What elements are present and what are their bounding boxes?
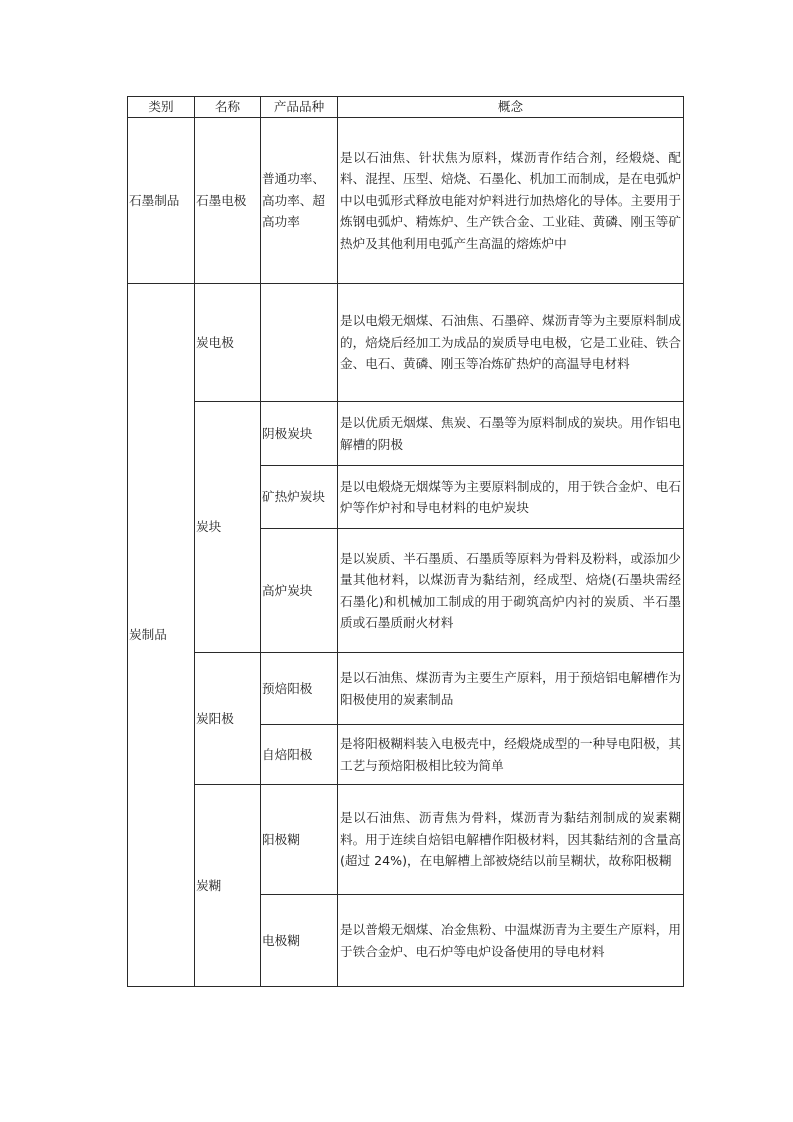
concept-cell: 是以普煅无烟煤、冶金焦粉、中温煤沥青为主要生产原料，用于铁合金炉、电石炉等电炉设备使用的导电材料 (338, 895, 684, 987)
concept-cell: 是将阳极糊料装入电极壳中，经煅烧成型的一种导电阳极，其工艺与预焙阳极相比较为简单 (338, 725, 684, 785)
header-category: 类别 (128, 97, 195, 118)
product-table (127, 96, 684, 987)
concept-cell: 是以优质无烟煤、焦炭、石墨等为原料制成的炭块。用作铝电解槽的阴极 (338, 402, 684, 466)
category-cell: 石墨制品 (128, 118, 195, 284)
concept-cell: 是以炭质、半石墨质、石墨质等原料为骨料及粉料，或添加少量其他材料，以煤沥青为黏结剂，经成型、焙烧(石墨块需经石墨化)和机械加工制成的用于砌筑高炉内衬的炭质、半石墨质或石墨质耐火材料 (338, 529, 684, 653)
product-cell: 矿热炉炭块 (261, 466, 338, 529)
name-cell: 炭阳极 (195, 653, 261, 785)
table-row (128, 653, 684, 725)
table-row (128, 284, 684, 402)
table-row (128, 785, 684, 895)
product-cell (261, 284, 338, 402)
product-cell: 普通功率、高功率、超高功率 (261, 118, 338, 284)
name-cell: 炭块 (195, 402, 261, 653)
table-row (128, 402, 684, 466)
header-concept: 概念 (338, 97, 684, 118)
header-name: 名称 (195, 97, 261, 118)
table-row (128, 118, 684, 284)
product-cell: 自焙阳极 (261, 725, 338, 785)
concept-cell: 是以石油焦、针状焦为原料，煤沥青作结合剂，经煅烧、配料、混捏、压型、焙烧、石墨化、机加工而制成，是在电弧炉中以电弧形式释放电能对炉料进行加热熔化的导体。主要用于炼钢电弧炉、精炼炉、生产铁合金、工业硅、黄磷、刚玉等矿热炉及其他利用电弧产生高温的熔炼炉中 (338, 118, 684, 284)
header-product: 产品品种 (261, 97, 338, 118)
concept-cell: 是以石油焦、沥青焦为骨料，煤沥青为黏结剂制成的炭素糊料。用于连续自焙铝电解槽作阳极材料，因其黏结剂的含量高(超过 24%)，在电解槽上部被烧结以前呈糊状，故称阳极糊 (338, 785, 684, 895)
concept-cell: 是以石油焦、煤沥青为主要生产原料，用于预焙铝电解槽作为阳极使用的炭素制品 (338, 653, 684, 725)
header-row (128, 97, 684, 118)
concept-cell: 是以电煅无烟煤、石油焦、石墨碎、煤沥青等为主要原料制成的，焙烧后经加工为成品的炭质导电电极，它是工业硅、铁合金、电石、黄磷、刚玉等冶炼矿热炉的高温导电材料 (338, 284, 684, 402)
product-cell: 电极糊 (261, 895, 338, 987)
concept-cell: 是以电煅烧无烟煤等为主要原料制成的，用于铁合金炉、电石炉等作炉衬和导电材料的电炉炭块 (338, 466, 684, 529)
name-cell: 石墨电极 (195, 118, 261, 284)
product-cell: 预焙阳极 (261, 653, 338, 725)
name-cell: 炭电极 (195, 284, 261, 402)
product-cell: 高炉炭块 (261, 529, 338, 653)
product-cell: 阴极炭块 (261, 402, 338, 466)
product-cell: 阳极糊 (261, 785, 338, 895)
category-cell: 炭制品 (128, 284, 195, 987)
name-cell: 炭糊 (195, 785, 261, 987)
